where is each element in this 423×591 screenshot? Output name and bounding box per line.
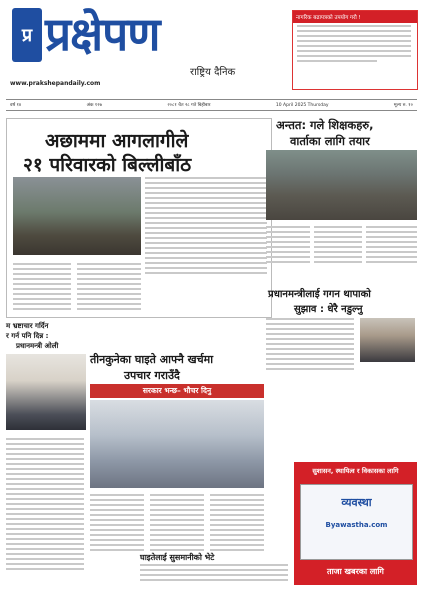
bottom-body [140, 564, 288, 584]
tagline: राष्ट्रिय दैनिक [190, 67, 236, 78]
top-right-story [276, 118, 417, 273]
lead-body-right [145, 177, 267, 277]
website: www.prakshepandaily.com [10, 80, 101, 87]
promo-list [297, 25, 411, 65]
gagan-story [266, 286, 417, 381]
ad-top-text: सुशासन, स्थायित्व र विकासका लागि [312, 467, 399, 475]
oli-photo [6, 354, 86, 430]
center-story [90, 350, 264, 585]
left-headline-line3: प्रधानमन्त्री ओली [16, 342, 59, 350]
brand-name: प्रक्षेपण [45, 7, 160, 61]
ad-url: Byawastha.com [325, 521, 388, 529]
center-body-b [150, 494, 204, 554]
lead-body-mid [77, 263, 141, 313]
logo-letter: प्र [21, 25, 33, 46]
promo-box [292, 10, 418, 90]
top-right-body-c [366, 226, 417, 266]
left-headline-line1: म भ्रष्टाचार गर्दिन [6, 322, 49, 330]
promo-title: नागरिक बढापत्रको उपयोग गरौ ! [293, 11, 417, 23]
center-subhead [90, 384, 264, 398]
ad-card [300, 484, 413, 560]
top-right-headline-line1: अन्तत: गले शिक्षकहरु, [276, 118, 374, 132]
left-body [6, 438, 84, 573]
dateline-date-en: 10 April 2025 Thursday [275, 102, 329, 108]
gagan-photo [360, 318, 415, 362]
left-headline-line2: र गर्न पनि दिन्न : [6, 332, 49, 340]
lead-photo [13, 177, 141, 255]
center-headline-line1: तीनकुनेका घाइते आफ्नै खर्चमा [90, 353, 214, 366]
top-right-body-b [314, 226, 362, 266]
ad-banner [294, 462, 417, 585]
center-subhead-text: सरकार भन्छ– भौचर दिनु [142, 386, 212, 395]
dateline-date-np: २०८१ चैत २८ गते बिहीबार [167, 103, 211, 108]
bottom-headline: घाइतेलाई सुसमानीको भेटे [140, 553, 215, 562]
dateline-issue: अंक १२७ [86, 103, 102, 108]
hospital-photo [90, 400, 264, 488]
protest-photo [266, 150, 417, 220]
left-story [6, 320, 86, 585]
gagan-body [266, 318, 354, 373]
top-right-headline-line2: वार्ताका लागि तयार [290, 134, 370, 148]
ad-bottom-text: ताजा खबरका लागि [327, 567, 384, 576]
dateline-bar [6, 99, 417, 111]
gagan-headline-line2: सुझाव : धेरै नडुल्नु [294, 304, 363, 315]
dateline-year: वर्ष १४ [10, 103, 22, 108]
gagan-headline-line1: प्रधानमन्त्रीलाई गगन थापाको [268, 289, 371, 300]
lead-story [6, 118, 272, 318]
bottom-story [140, 552, 290, 588]
center-body-a [90, 494, 144, 554]
logo-emblem [12, 8, 42, 62]
lead-body-left [13, 263, 71, 313]
dateline-price: मूल्य रु. १० [393, 103, 413, 108]
lead-headline-line1: अछाममा आगलागीले [45, 130, 189, 152]
center-headline-line2: उपचार गराउँदै [124, 369, 180, 382]
masthead [0, 0, 423, 98]
ad-brand: व्यवस्था [341, 496, 372, 509]
top-right-body-a [266, 226, 310, 266]
lead-headline-line2: २१ परिवारको बिल्लीबाँठ [23, 154, 192, 176]
center-body-c [210, 494, 264, 554]
